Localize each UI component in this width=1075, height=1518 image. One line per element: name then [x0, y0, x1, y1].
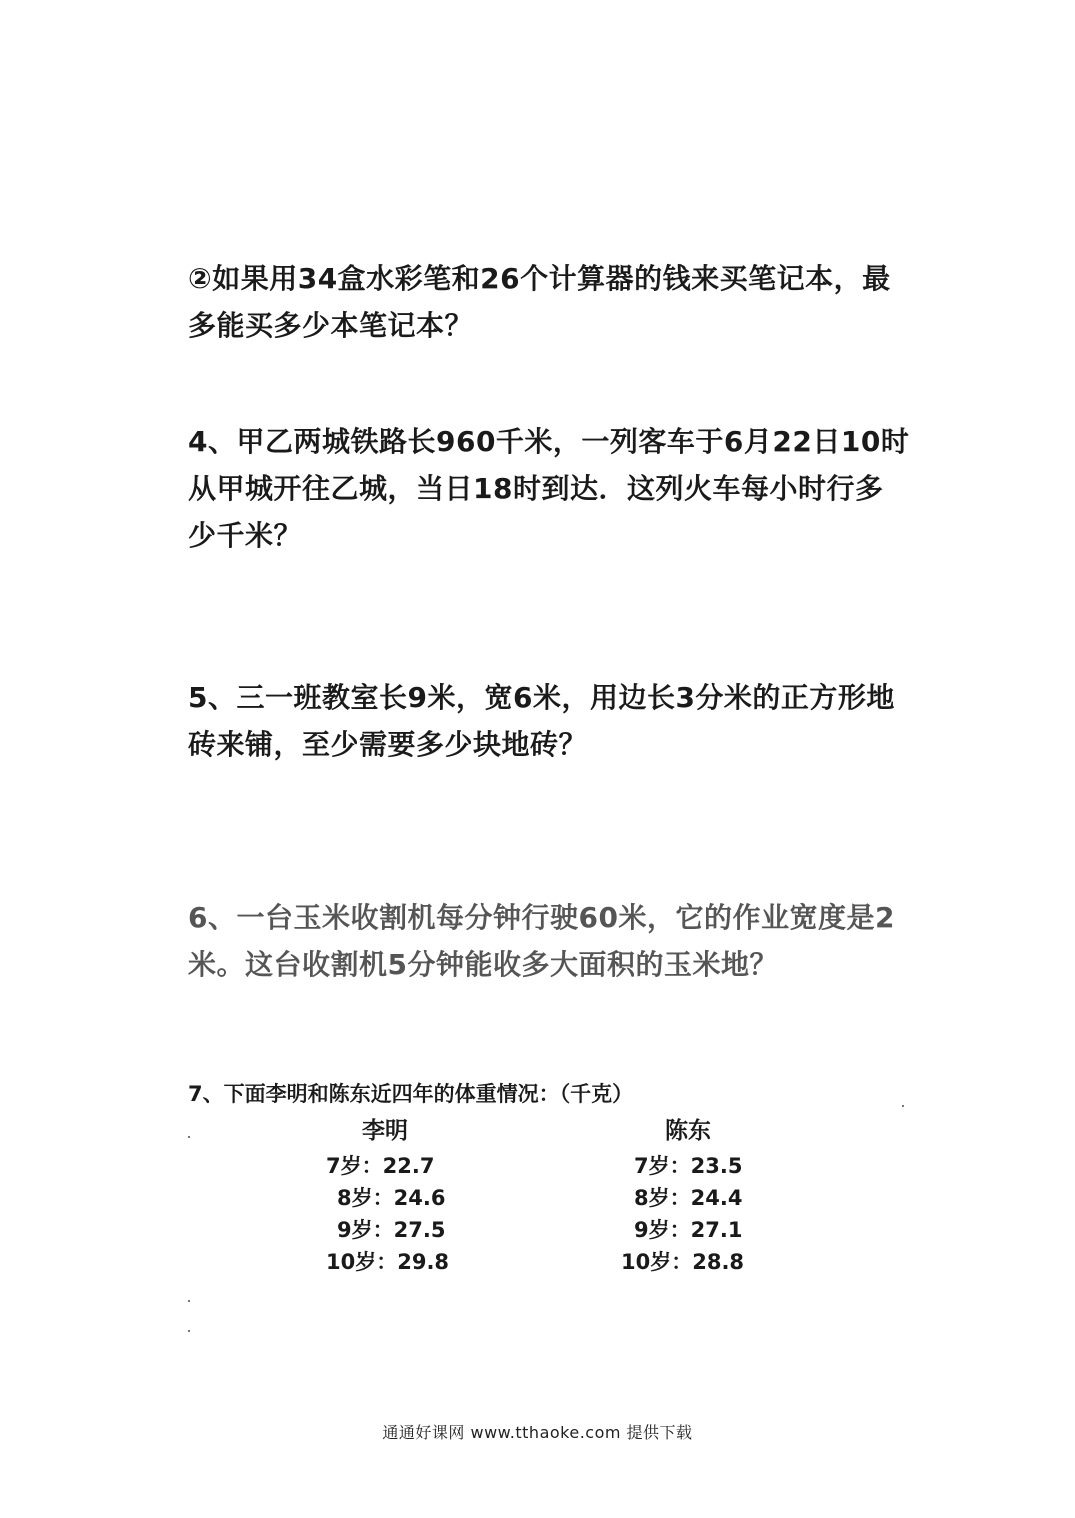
question-line: 多能买多少本笔记本？ [188, 309, 474, 342]
weight-row-right: 9岁：27.1 [634, 1218, 743, 1242]
weight-row-left: 8岁：24.6 [337, 1186, 446, 1210]
scan-speck [188, 1136, 190, 1138]
scan-speck [902, 1105, 904, 1107]
weight-row-left: 7岁：22.7 [326, 1154, 435, 1178]
question-7-title: 7、下面李明和陈东近四年的体重情况：（千克） [188, 1082, 634, 1106]
column-header-chen-dong: 陈东 [665, 1118, 711, 1144]
question-line: ②如果用34盒水彩笔和26个计算器的钱来买笔记本，最 [188, 262, 891, 295]
question-6 [188, 894, 908, 988]
weight-row-right: 7岁：23.5 [634, 1154, 743, 1178]
question-line: 5、三一班教室长9米，宽6米，用边长3分米的正方形地 [188, 681, 895, 714]
footer-credit: 通通好课网 www.tthaoke.com 提供下载 [382, 1423, 693, 1442]
question-3-2 [188, 255, 908, 349]
weight-row-right: 8岁：24.4 [634, 1186, 743, 1210]
scan-speck [188, 1330, 190, 1332]
question-line: 砖来铺，至少需要多少块地砖？ [188, 728, 588, 761]
question-line: 从甲城开往乙城，当日18时到达．这列火车每小时行多 [188, 472, 884, 505]
weight-row-left: 9岁：27.5 [337, 1218, 446, 1242]
question-line: 6、一台玉米收割机每分钟行驶60米，它的作业宽度是2 [188, 901, 895, 934]
question-line: 4、甲乙两城铁路长960千米，一列客车于6月22日10时 [188, 425, 910, 458]
question-4 [188, 418, 908, 559]
question-5 [188, 674, 908, 768]
question-line: 米。这台收割机5分钟能收多大面积的玉米地？ [188, 948, 778, 981]
column-header-li-ming: 李明 [362, 1118, 408, 1144]
weight-row-left: 10岁：29.8 [326, 1250, 450, 1274]
question-line: 少千米？ [188, 519, 303, 552]
scan-speck [188, 1300, 190, 1302]
weight-row-right: 10岁：28.8 [621, 1250, 745, 1274]
